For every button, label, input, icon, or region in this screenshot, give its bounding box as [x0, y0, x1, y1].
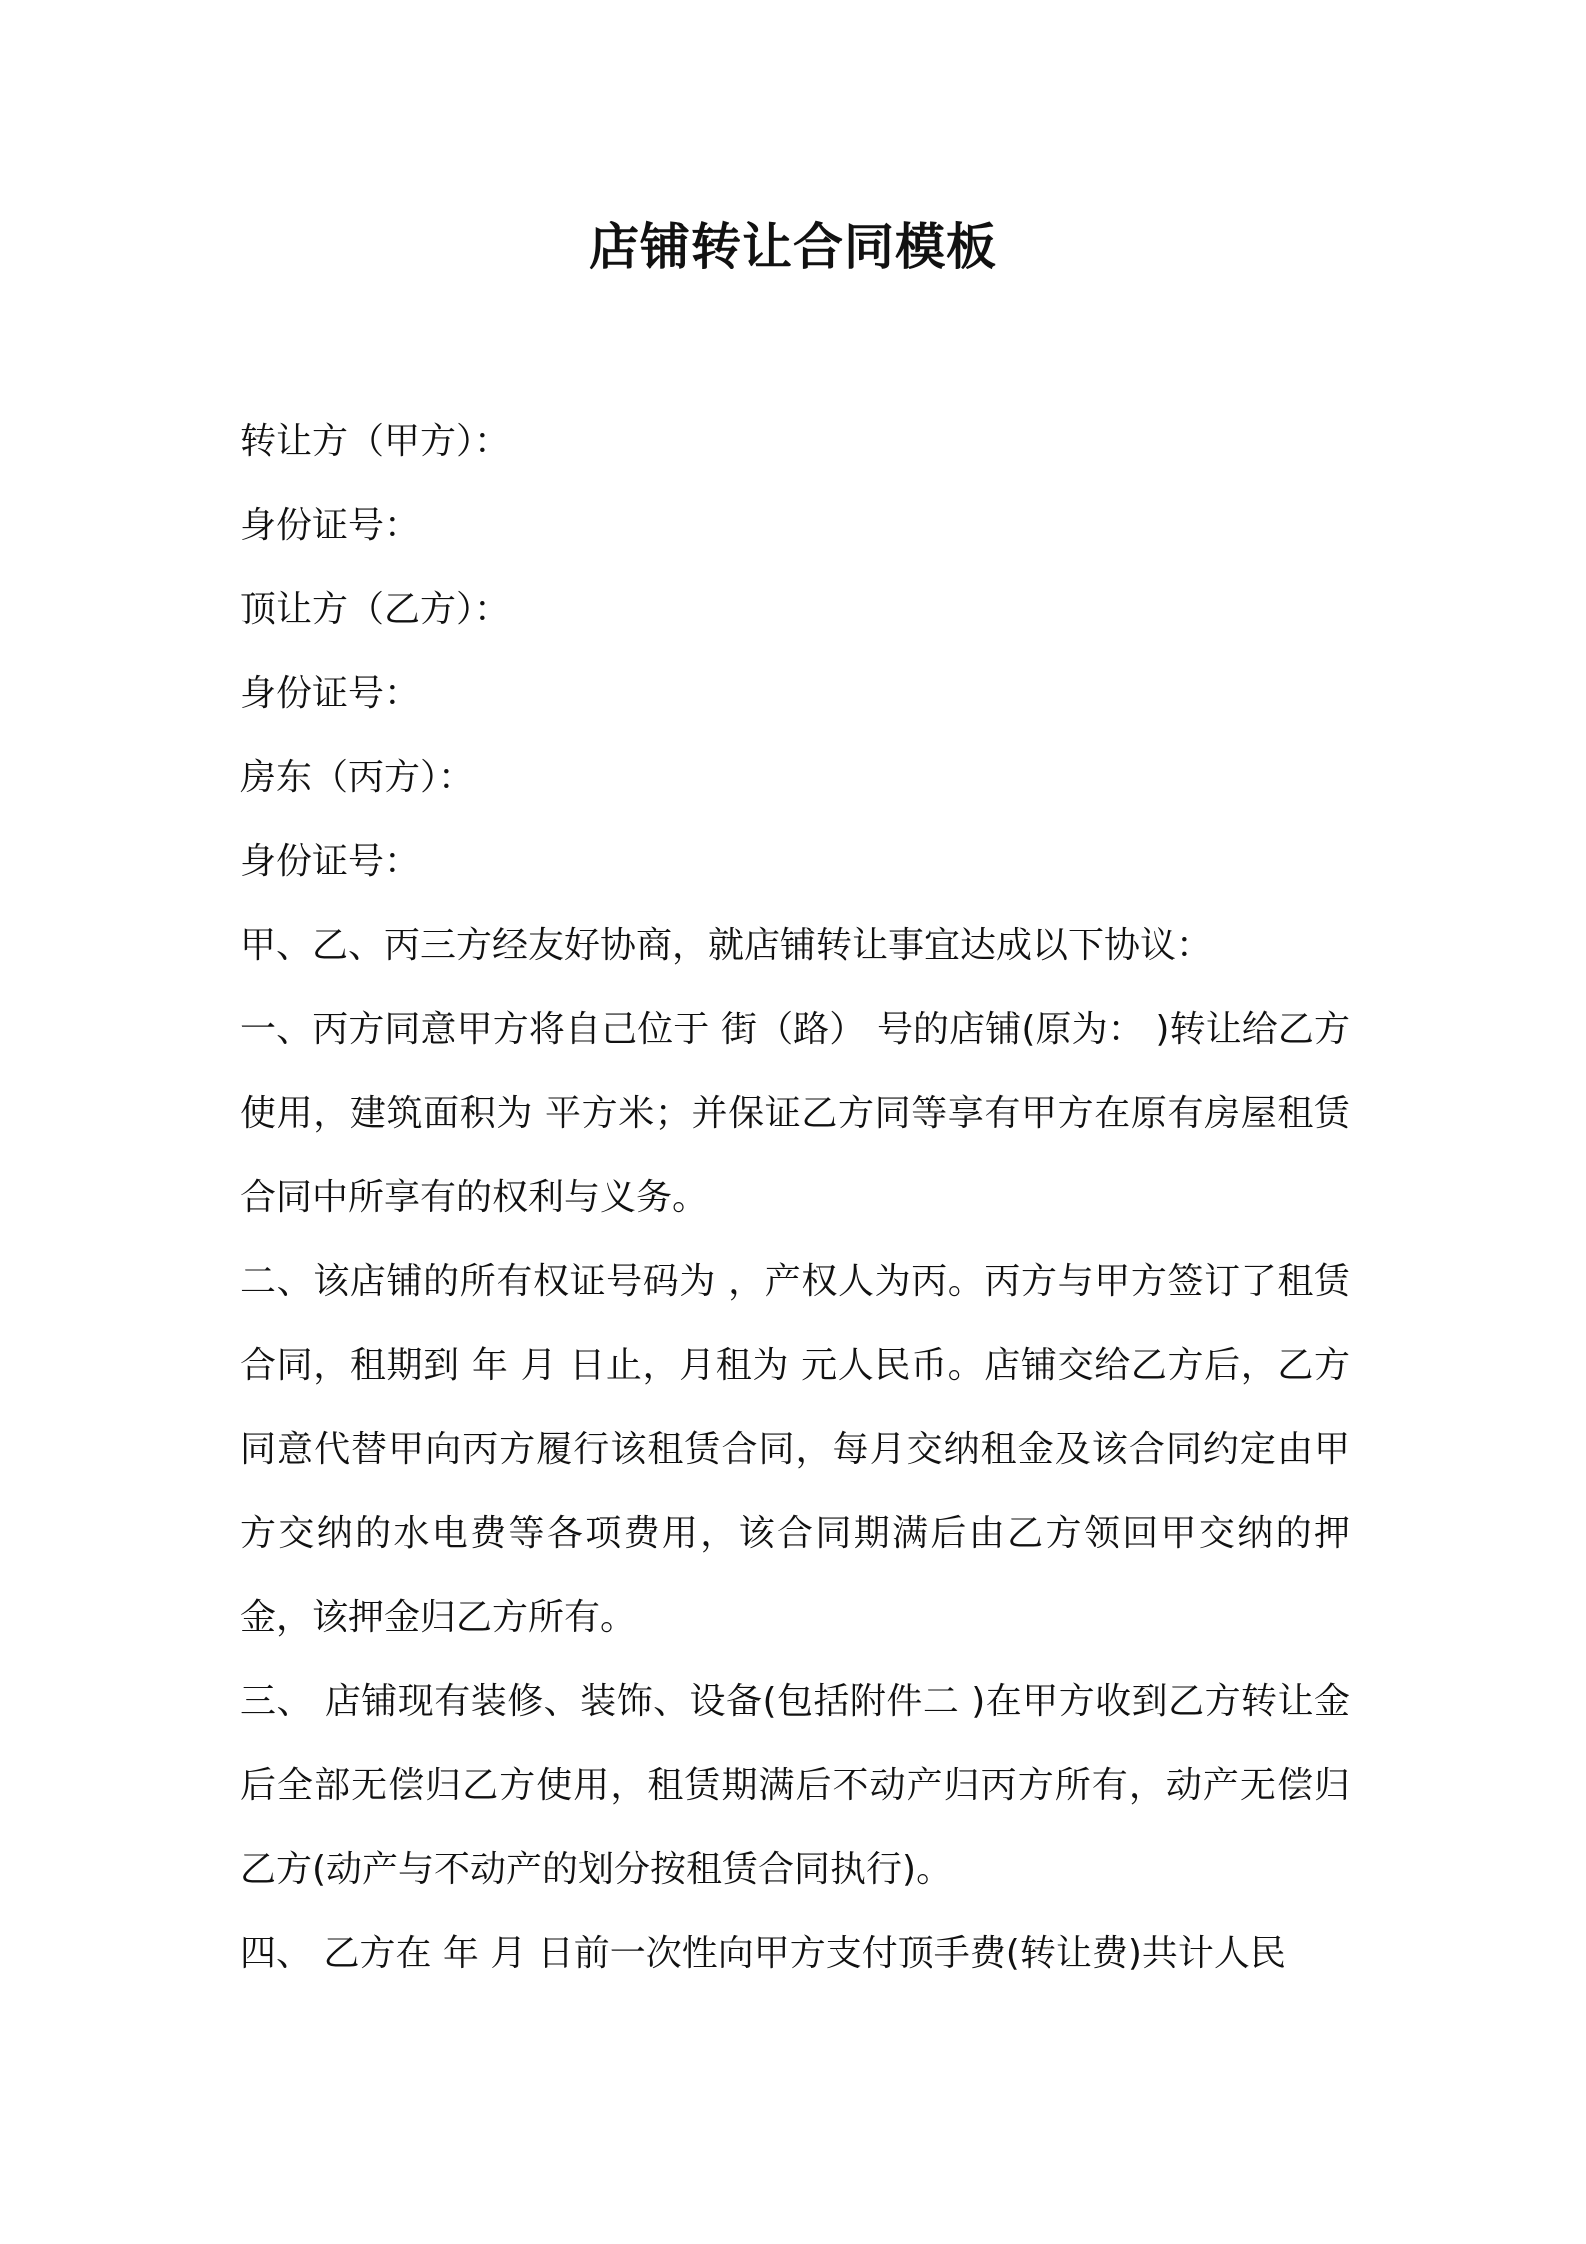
clause-4: 四、 乙方在 年 月 日前一次性向甲方支付顶手费(转让费)共计人民 [240, 1933, 1286, 1974]
landlord-field: 房东（丙方）： [240, 757, 475, 798]
clause-3: 三、 店铺现有装修、装饰、设备(包括附件二 )在甲方收到乙方转让金后全部无偿归乙方使用，租赁期满后不动产归丙方所有，动产无偿归乙方(动产与不动产的划分按租赁合同执行)。 [240, 1681, 1350, 1890]
landlord-id-field: 身份证号： [240, 841, 421, 882]
document-title: 店铺转让合同模板 [589, 218, 997, 276]
transferor-id-field: 身份证号： [240, 505, 421, 546]
transferee-field: 顶让方（乙方）： [240, 589, 511, 630]
clause-1: 一、丙方同意甲方将自己位于 街（路） 号的店铺(原为： )转让给乙方使用，建筑面积为 平方米；并保证乙方同等享有甲方在原有房屋租赁合同中所享有的权利与义务。 [240, 1009, 1350, 1218]
agreement-intro: 甲、乙、丙三方经友好协商，就店铺转让事宜达成以下协议： [240, 925, 1213, 966]
transferee-id-field: 身份证号： [240, 673, 421, 714]
transferor-field: 转让方（甲方）： [240, 421, 511, 462]
document-body [240, 400, 1350, 1996]
clause-2: 二、该店铺的所有权证号码为 ，产权人为丙。丙方与甲方签订了租赁合同，租期到 年 月 日止，月租为 元人民币。店铺交给乙方后，乙方同意代替甲向丙方履行该租赁合同，每月交纳租金及该合同约定由甲方交纳的水电费等各项费用，该合同期满后由乙方领回甲交纳的押金，该押金归乙方所有。 [240, 1261, 1350, 1638]
